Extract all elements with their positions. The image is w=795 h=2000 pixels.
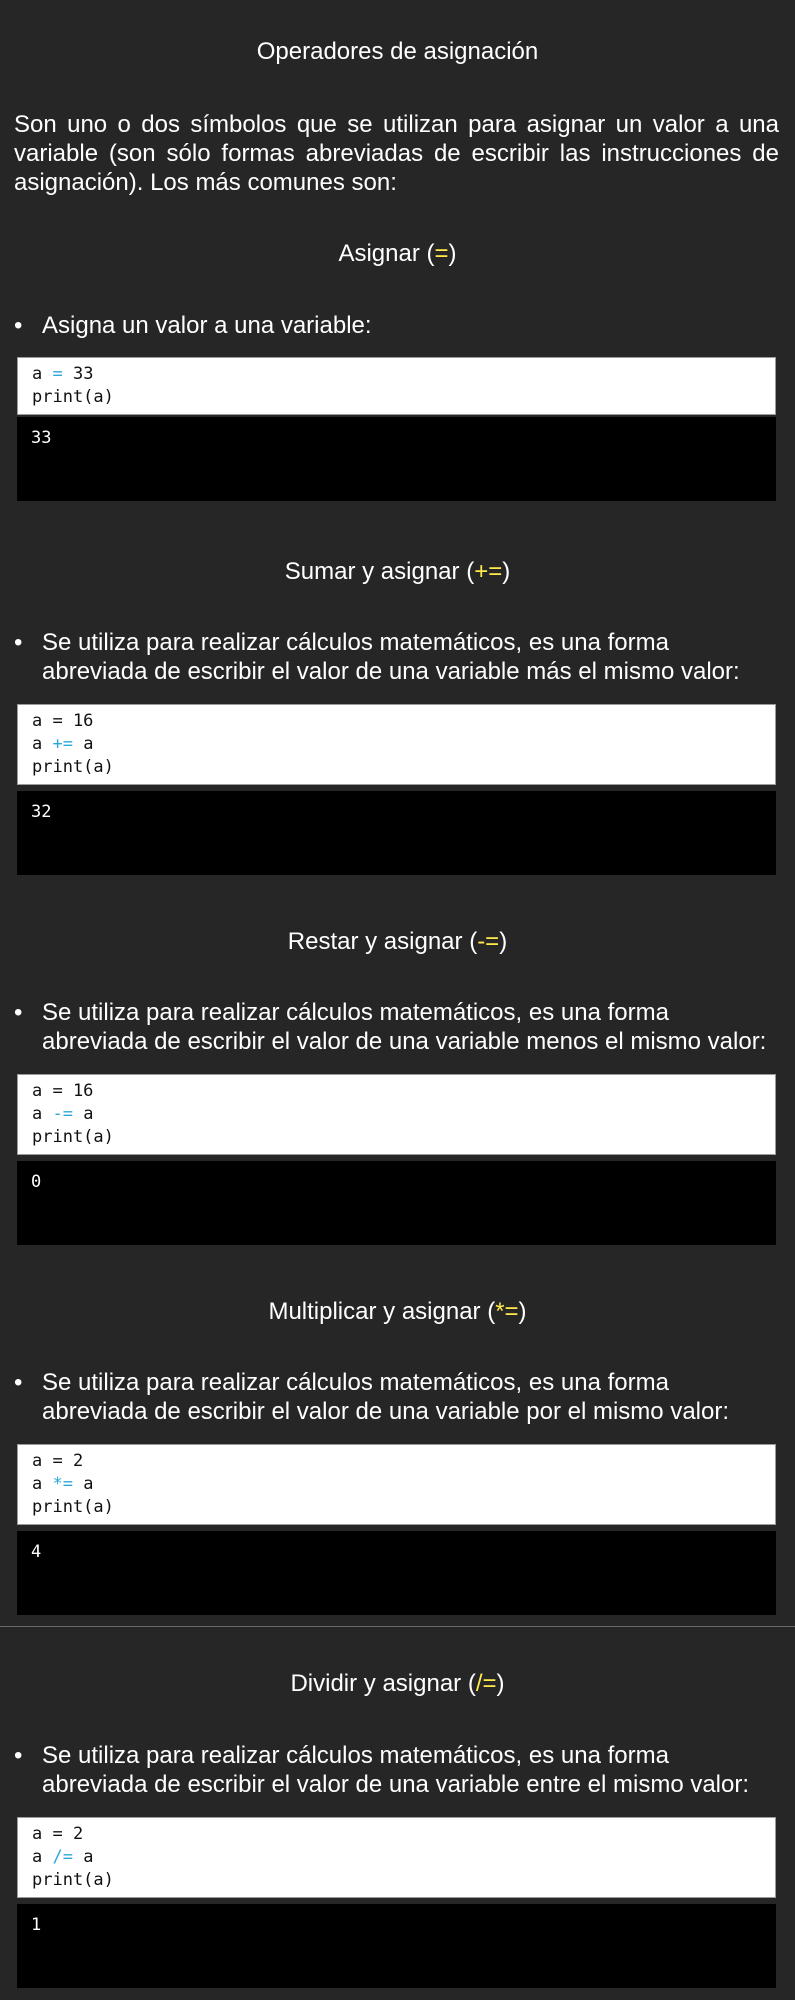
section-title-suffix: ) (502, 558, 511, 585)
bullet-icon: • (14, 999, 23, 1026)
code-line: print(a) (32, 387, 114, 407)
section-title-prefix: Sumar y asignar ( (284, 558, 475, 585)
section-title-suffix: ) (499, 928, 508, 955)
code-line: a = 2 (32, 1451, 84, 1471)
code-line: a = 33 (32, 364, 94, 384)
intro-paragraph: Son uno o dos símbolos que se utilizan para asignar un valor a una variable (son sólo formas abreviadas de escribir las instrucciones de asignación). Los más comunes son: (14, 111, 779, 196)
bullet-text: Se utiliza para realizar cálculos matemáticos, es una forma abreviada de escribir el valor de una variable más el mismo valor: (42, 629, 740, 685)
section-title-assign (0, 238, 795, 270)
bullet-item-assign (14, 311, 779, 340)
section-title-operator: -= (477, 928, 500, 955)
code-line: a = 2 (32, 1824, 84, 1844)
section-title-suffix: ) (518, 1298, 527, 1325)
bullet-item-multiply-assign (14, 1368, 779, 1426)
bullet-item-add-assign (14, 628, 779, 686)
code-line: print(a) (32, 1870, 114, 1890)
bullet-icon: • (14, 1742, 23, 1769)
bullet-text: Se utiliza para realizar cálculos matemáticos, es una forma abreviada de escribir el valor de una variable menos el mismo valor: (42, 999, 767, 1055)
section-title-operator: *= (495, 1298, 519, 1325)
section-title-add-assign (0, 556, 795, 588)
bullet-icon: • (14, 629, 23, 656)
section-title-divide-assign (0, 1668, 795, 1700)
section-title-suffix: ) (496, 1670, 505, 1697)
code-block-assign (17, 357, 776, 415)
section-title-prefix: Dividir y asignar ( (290, 1670, 476, 1697)
code-line: a = 16 (32, 1081, 94, 1101)
output-block-subtract-assign: 0 (17, 1161, 776, 1245)
bullet-icon: • (14, 312, 23, 339)
section-title-multiply-assign (0, 1296, 795, 1328)
code-line: print(a) (32, 757, 114, 777)
code-line: a += a (32, 734, 94, 754)
code-line: a = 16 (32, 711, 94, 731)
bullet-text: Se utiliza para realizar cálculos matemáticos, es una forma abreviada de escribir el valor de una variable por el mismo valor: (42, 1369, 729, 1425)
section-title-operator: = (434, 240, 449, 267)
bullet-text: Asigna un valor a una variable: (42, 312, 372, 339)
code-line: a -= a (32, 1104, 94, 1124)
bullet-item-divide-assign (14, 1741, 779, 1799)
bullet-icon: • (14, 1369, 23, 1396)
code-block-divide-assign (17, 1817, 776, 1898)
output-block-divide-assign: 1 (17, 1904, 776, 1988)
code-line: a *= a (32, 1474, 94, 1494)
code-block-subtract-assign (17, 1074, 776, 1155)
bullet-text: Se utiliza para realizar cálculos matemáticos, es una forma abreviada de escribir el valor de una variable entre el mismo valor: (42, 1742, 750, 1798)
page-title: Operadores de asignación (256, 38, 539, 65)
section-title-operator: /= (475, 1670, 497, 1697)
output-block-assign: 33 (17, 417, 776, 501)
section-title-operator: += (474, 558, 503, 585)
output-block-multiply-assign: 4 (17, 1531, 776, 1615)
divider (0, 1626, 795, 1627)
code-block-add-assign (17, 704, 776, 785)
output-block-add-assign: 32 (17, 791, 776, 875)
code-line: a /= a (32, 1847, 94, 1867)
code-line: print(a) (32, 1127, 114, 1147)
section-title-prefix: Restar y asignar ( (287, 928, 478, 955)
section-title-subtract-assign (0, 926, 795, 958)
bullet-item-subtract-assign (14, 998, 779, 1056)
section-title-prefix: Multiplicar y asignar ( (268, 1298, 496, 1325)
section-title-prefix: Asignar ( (338, 240, 435, 267)
code-block-multiply-assign (17, 1444, 776, 1525)
section-title-suffix: ) (448, 240, 457, 267)
code-line: print(a) (32, 1497, 114, 1517)
